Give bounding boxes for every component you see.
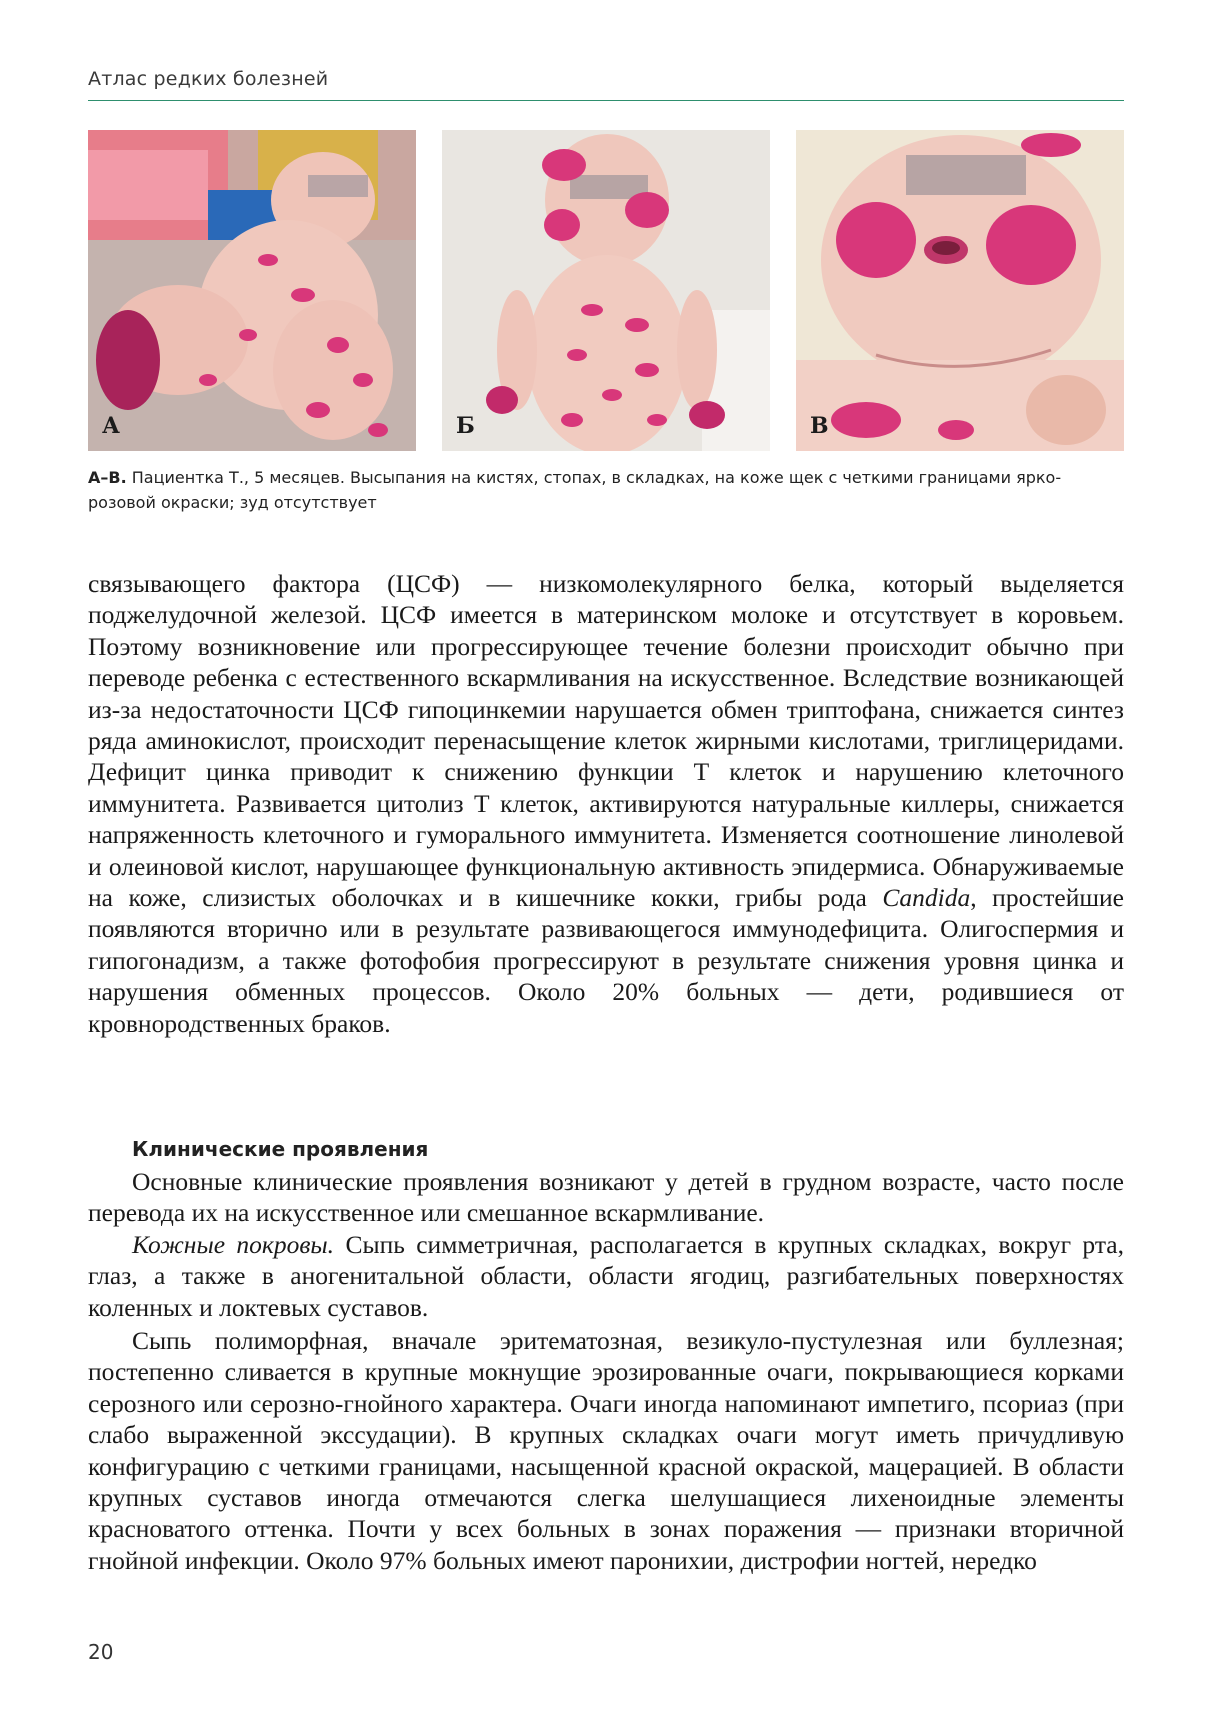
photo-panel-b	[442, 130, 770, 451]
caption-lead: А–В.	[88, 468, 127, 487]
intro-part2: , простейшие появляются вторично или в результате развивающегося иммунодефицита. Олигоспермия и гипогонадизм, а также фотофобия прогрессируют в результате снижения уровня цинка и нарушения обменных процессов. Около 20% больных — дети, родившиеся от кровнородственных браков.	[88, 883, 1124, 1038]
intro-text	[88, 568, 1124, 1039]
intro-part1: связывающего фактора (ЦСФ) — низкомолекулярного белка, который выделяется поджелудочной железой. ЦСФ имеется в материнском молоке и отсутствует в коровьем. Поэтому возникновение или прогрессирующее течение болезни происходит обычно при переводе ребенка с естественного вскармливания на искусственное. Вследствие возникающей из-за недостаточности ЦСФ гипоцинкемии нарушается обмен триптофана, снижается синтез ряда аминокислот, происходит перенасыщение клеток жирными кислотами, триглицеридами. Дефицит цинка приводит к снижению функции Т клеток и нарушению клеточного иммунитета. Развивается цитолиз Т клеток, активируются натуральные киллеры, снижается напряженность клеточного и гуморального иммунитета. Изменяется соотношение линолевой и олеиновой кислот, нарушающее функциональную активность эпидермиса. Обнаруживаемые на коже, слизистых оболочках и в кишечнике кокки, грибы рода	[88, 569, 1124, 913]
section-paragraph-3: Сыпь полиморфная, вначале эритематозная, везикуло-пустулезная или буллезная; постепенно сливается в крупные мокнущие эрозированные очаги, покрывающиеся корками серозного или серозно-гнойного характера. Очаги иногда напоминают импетиго, псориаз (при слабо выраженной экссудации). В крупных складках очаги могут иметь причудливую конфигурацию с четкими границами, насыщенной красной окраской, мацерацией. В области крупных суставов иногда отмечаются слегка шелушащиеся лихеноидные элементы красноватого оттенка. Почти у всех больных в зонах поражения — признаки вторичной гнойной инфекции. Около 97% больных имеют паронихии, дистрофии ногтей, нередко	[88, 1326, 1124, 1575]
intro-italic-term: Candida	[882, 883, 971, 913]
section-paragraph-1: Основные клинические проявления возникают у детей в грудном возрасте, часто после перевода их на искусственное или смешанное вскармливание.	[88, 1167, 1124, 1228]
header-rule	[88, 100, 1124, 101]
caption-text: Пациентка Т., 5 месяцев. Высыпания на кистях, стопах, в складках, на коже щек с четкими границами ярко-розовой окраски; зуд отсутствует	[88, 468, 1062, 512]
infant-photo-b	[442, 130, 770, 451]
photo-panel-a	[88, 130, 416, 451]
running-header: Атлас редких болезней	[88, 68, 329, 90]
panel-label-b: Б	[456, 413, 475, 439]
infant-photo-c	[796, 130, 1124, 451]
photo-panel-c	[796, 130, 1124, 451]
panel-label-c: В	[810, 413, 829, 439]
page-number: 20	[88, 1640, 114, 1664]
figure-caption	[88, 465, 1124, 515]
section-italic-term: Кожные покровы.	[132, 1229, 335, 1259]
section-heading: Клинические проявления	[132, 1137, 429, 1161]
clinical-section	[88, 1134, 1124, 1576]
section-paragraph-2	[88, 1229, 1124, 1323]
panel-label-a: А	[102, 413, 120, 439]
section-paragraph-2-rest: Сыпь симметричная, располагается в крупных складках, вокруг рта, глаз, а также в аногенитальной области, области ягодиц, разгибательных поверхностях коленных и локтевых суставов.	[88, 1229, 1124, 1322]
intro-paragraph	[88, 568, 1124, 1039]
infant-photo-a	[88, 130, 416, 451]
figure-photos	[88, 130, 1124, 451]
